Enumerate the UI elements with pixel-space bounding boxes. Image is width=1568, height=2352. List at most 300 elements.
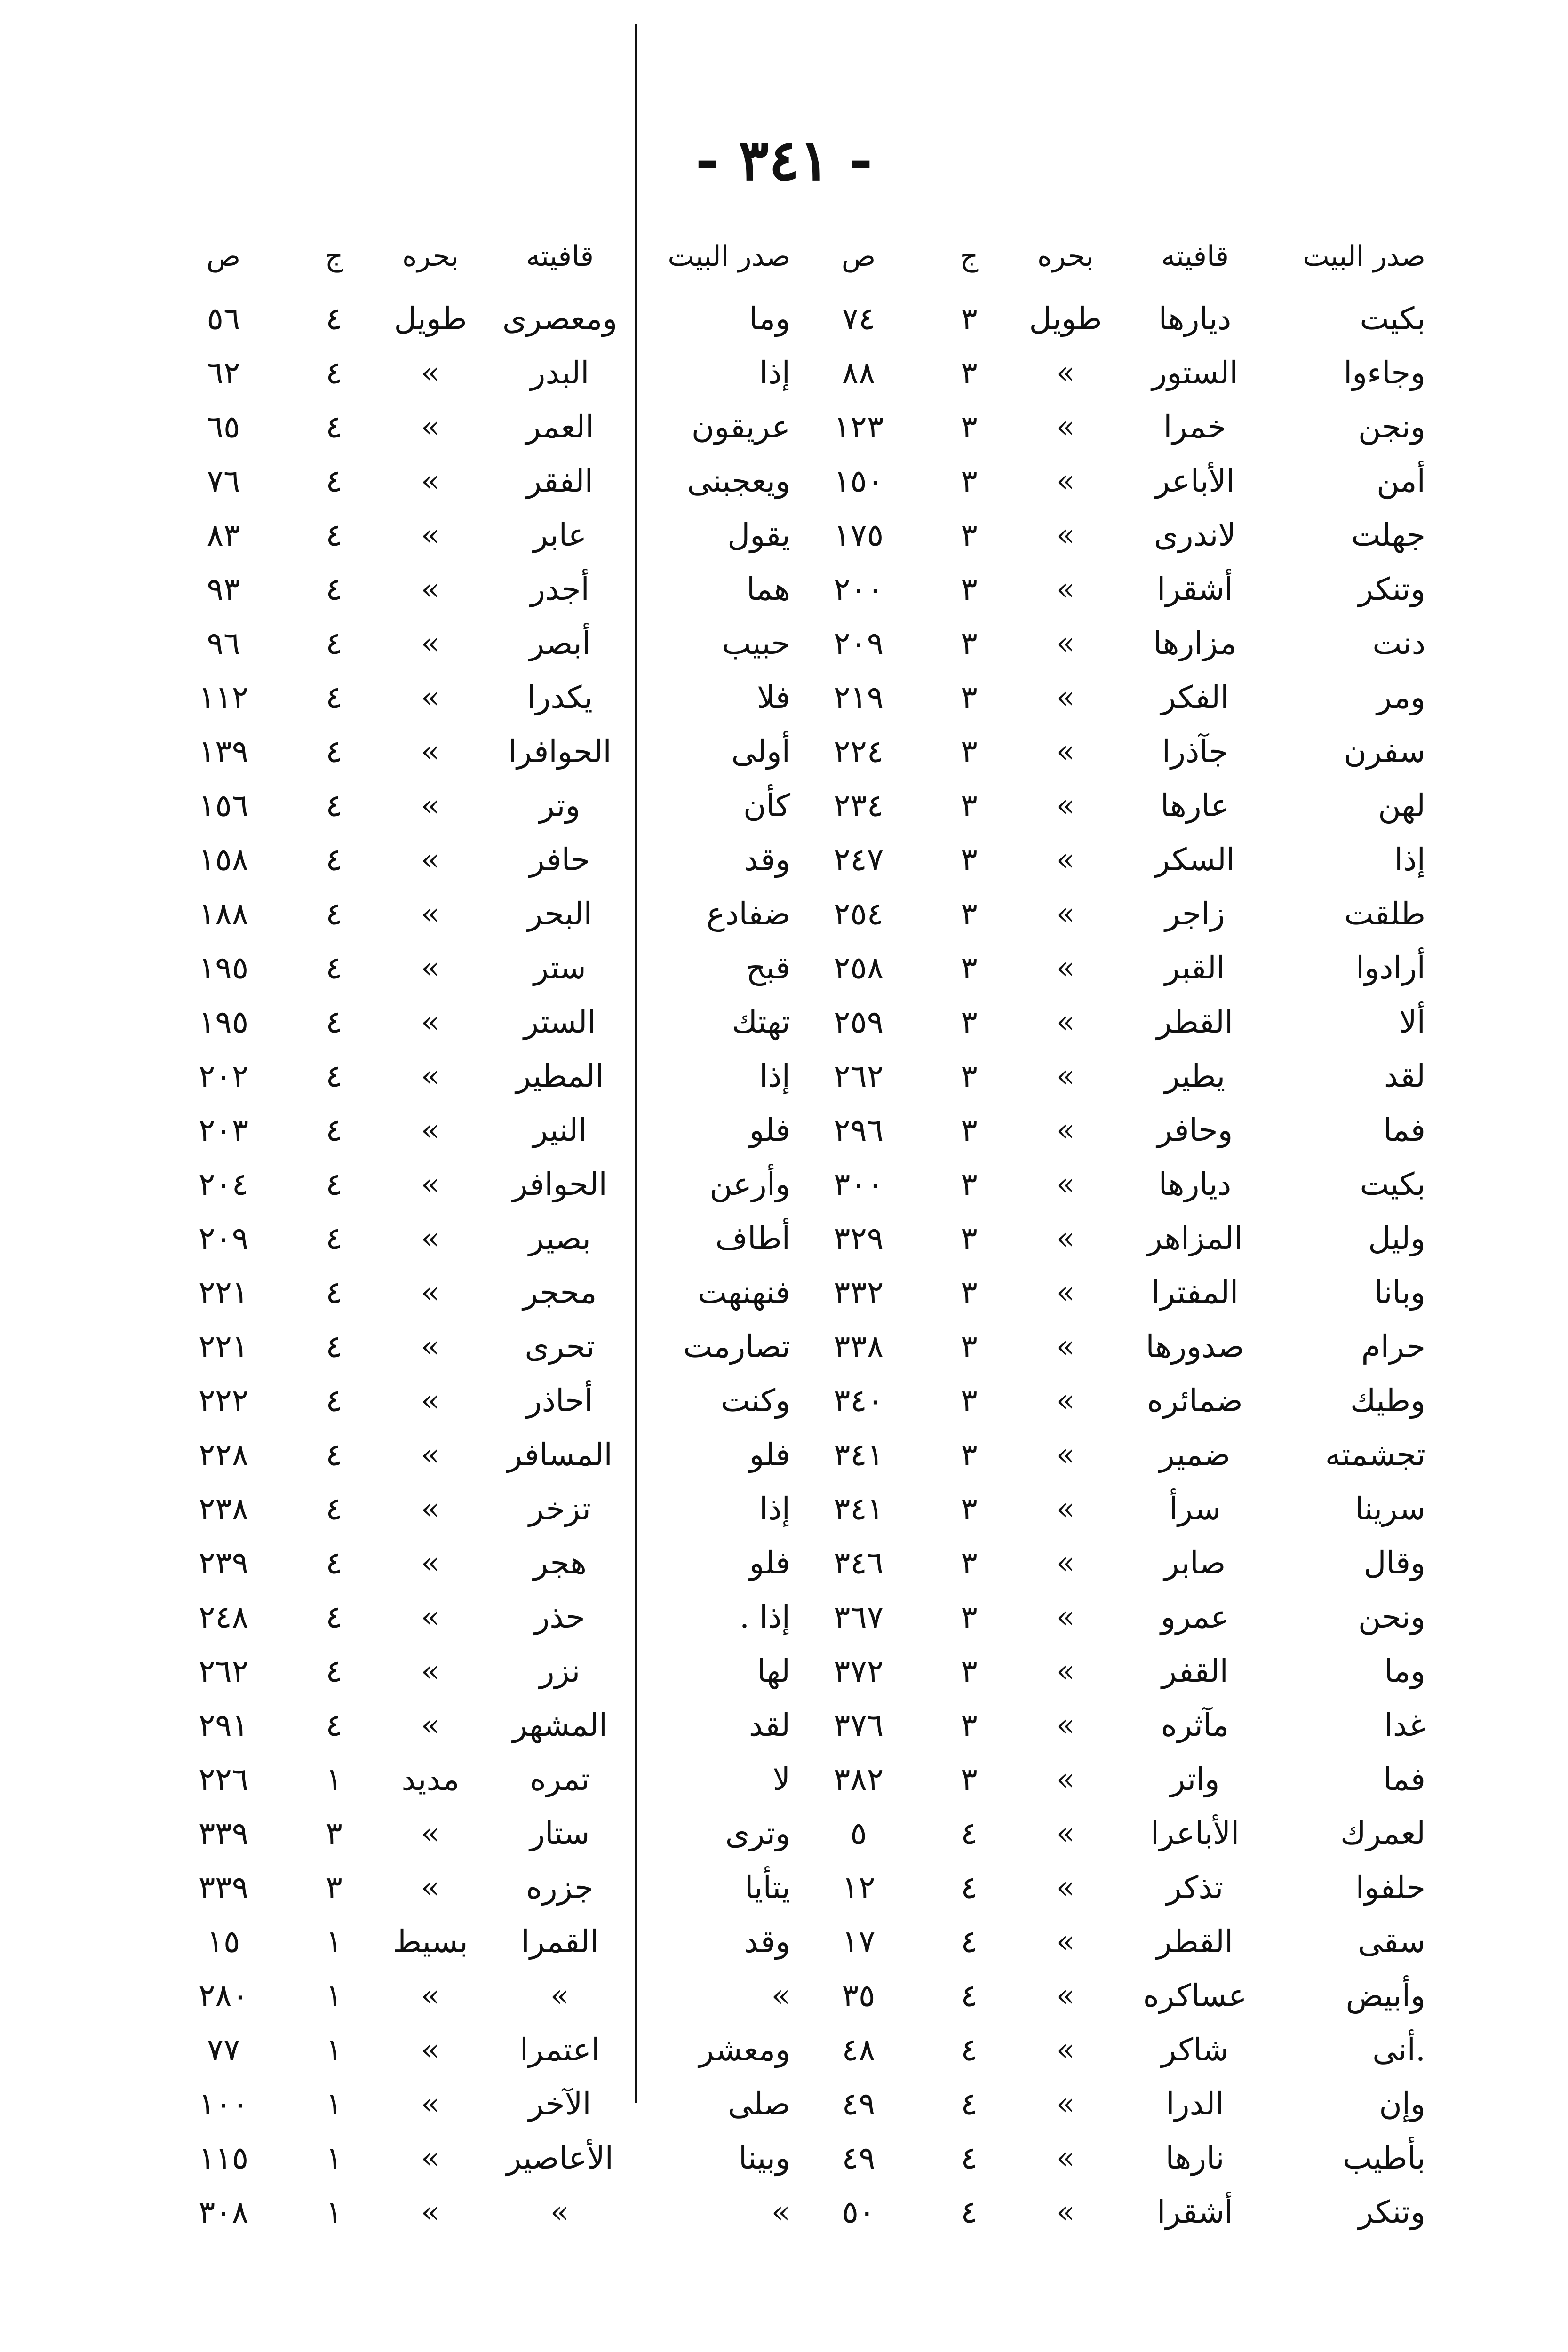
- meter-cell: مديد: [401, 1761, 460, 1797]
- volume-cell: ٣: [961, 787, 978, 824]
- header-row: [790, 221, 1425, 292]
- page-cell: ٢٠٩: [833, 625, 884, 661]
- verse-opening-cell: «: [771, 2194, 790, 2230]
- table-row: [155, 1969, 790, 2023]
- meter-cell: «: [1056, 1491, 1075, 1527]
- verse-opening-cell: «: [771, 1978, 790, 2014]
- table-row: [790, 1428, 1425, 1482]
- verse-opening-cell: تصارمت: [683, 1328, 790, 1365]
- verse-opening-cell: وقد: [744, 842, 790, 878]
- table-row: [155, 995, 790, 1049]
- meter-cell: «: [1056, 1815, 1075, 1851]
- table-row: [155, 562, 790, 616]
- rhyme-word-cell: أشقرا: [1157, 571, 1233, 607]
- table-row: [155, 1860, 790, 1915]
- page-number: - ٣٤١ -: [695, 127, 873, 193]
- table-row: [155, 1049, 790, 1103]
- table-row: [155, 2077, 790, 2131]
- rhyme-word-cell: المسافر: [507, 1437, 613, 1473]
- volume-cell: ٣: [961, 409, 978, 445]
- rhyme-word-cell: القبر: [1164, 950, 1226, 986]
- verse-opening-cell: فلا: [757, 679, 790, 715]
- volume-cell: ٤: [326, 1004, 342, 1040]
- verse-opening-cell: وما: [1384, 1653, 1425, 1689]
- page-cell: ٢٠٠: [833, 571, 884, 607]
- page-cell: ١٥٦: [198, 787, 249, 824]
- meter-cell: «: [1056, 2140, 1075, 2176]
- meter-cell: «: [421, 2086, 440, 2122]
- page-cell: ١٠٠: [198, 2086, 249, 2122]
- volume-cell: ٣: [961, 571, 978, 607]
- volume-cell: ٤: [326, 625, 342, 661]
- rhyme-word-cell: شاكر: [1161, 2032, 1229, 2068]
- rhyme-word-cell: النير: [533, 1112, 587, 1148]
- rhyme-word-cell: المشهر: [512, 1707, 608, 1743]
- volume-cell: ٤: [326, 1383, 342, 1419]
- rhyme-word-cell: اعتمرا: [519, 2032, 600, 2068]
- table-row: [155, 1590, 790, 1644]
- page-cell: ٣٧٦: [833, 1707, 884, 1743]
- rhyme-word-cell: عابر: [533, 517, 587, 553]
- right-column: [790, 221, 1425, 2300]
- meter-cell: «: [1056, 1923, 1075, 1960]
- meter-cell: «: [1056, 679, 1075, 715]
- rhyme-word-cell: القطر: [1156, 1004, 1234, 1040]
- volume-cell: ٤: [326, 842, 342, 878]
- verse-opening-cell: سقى: [1358, 1923, 1425, 1960]
- volume-cell: ٤: [326, 1058, 342, 1094]
- page-cell: ٩٣: [207, 571, 240, 607]
- volume-cell: ٣: [961, 463, 978, 499]
- verse-opening-cell: سفرن: [1344, 733, 1425, 770]
- volume-cell: ٤: [961, 2194, 978, 2230]
- meter-cell: «: [1056, 571, 1075, 607]
- verse-opening-cell: وتنكر: [1358, 571, 1425, 607]
- verse-opening-cell: حبيب: [722, 625, 790, 661]
- table-row: [155, 724, 790, 779]
- page-cell: ٢٤٨: [198, 1599, 249, 1635]
- rhyme-word-cell: البدر: [530, 355, 589, 391]
- volume-cell: ١: [326, 1978, 342, 2014]
- page-cell: ٢٣٤: [833, 787, 884, 824]
- rhyme-word-cell: أشقرا: [1157, 2194, 1233, 2230]
- meter-cell: «: [1056, 1545, 1075, 1581]
- header-bahr: بحره: [1037, 240, 1094, 273]
- verse-opening-cell: وترى: [725, 1815, 790, 1851]
- volume-cell: ٣: [961, 1437, 978, 1473]
- verse-opening-cell: وما: [749, 301, 790, 337]
- page-cell: ٨٨: [842, 355, 876, 391]
- page-cell: ١٣٩: [198, 733, 249, 770]
- volume-cell: ٤: [326, 1491, 342, 1527]
- volume-cell: ٤: [326, 571, 342, 607]
- rhyme-word-cell: وتر: [539, 787, 581, 824]
- volume-cell: ١: [326, 1923, 342, 1960]
- verse-opening-cell: صلى: [728, 2086, 790, 2122]
- rhyme-word-cell: يكدرا: [527, 679, 593, 715]
- rhyme-word-cell: البحر: [527, 896, 592, 932]
- table-row: [790, 1319, 1425, 1374]
- page-cell: ٢٠٢: [198, 1058, 249, 1094]
- rhyme-word-cell: هجر: [533, 1545, 587, 1581]
- table-row: [155, 454, 790, 508]
- meter-cell: «: [421, 463, 440, 499]
- verse-opening-cell: إذا: [759, 1058, 790, 1094]
- table-row: [790, 616, 1425, 670]
- verse-opening-cell: وطيك: [1350, 1383, 1425, 1419]
- meter-cell: «: [1056, 625, 1075, 661]
- table-row: [790, 1482, 1425, 1536]
- verse-opening-cell: بكيت: [1360, 1166, 1425, 1202]
- table-row: [790, 941, 1425, 995]
- table-row: [790, 995, 1425, 1049]
- table-row: [790, 1157, 1425, 1211]
- table-row: [155, 1915, 790, 1969]
- volume-cell: ٣: [961, 355, 978, 391]
- volume-cell: ٤: [326, 1545, 342, 1581]
- rhyme-word-cell: ستار: [530, 1815, 590, 1851]
- page-cell: ١٧٥: [833, 517, 884, 553]
- verse-opening-cell: هما: [746, 571, 790, 607]
- verse-opening-cell: ويعجبنى: [687, 463, 790, 499]
- rhyme-word-cell: وحافر: [1157, 1112, 1233, 1148]
- meter-cell: «: [421, 1653, 440, 1689]
- rhyme-word-cell: أجدر: [530, 571, 589, 607]
- table-row: [790, 1374, 1425, 1428]
- verse-opening-cell: وقال: [1363, 1545, 1425, 1581]
- meter-cell: «: [421, 355, 440, 391]
- meter-cell: «: [421, 1978, 440, 2014]
- table-row: [790, 454, 1425, 508]
- table-row: [155, 1374, 790, 1428]
- rhyme-word-cell: الدرا: [1166, 2086, 1224, 2122]
- meter-cell: بسيط: [393, 1923, 468, 1960]
- volume-cell: ٤: [326, 1220, 342, 1256]
- rhyme-word-cell: القمرا: [521, 1923, 599, 1960]
- volume-cell: ٣: [326, 1869, 342, 1906]
- table-row: [155, 1265, 790, 1319]
- volume-cell: ٤: [326, 517, 342, 553]
- meter-cell: «: [1056, 1328, 1075, 1365]
- verse-opening-cell: . إذا: [739, 1599, 790, 1635]
- meter-cell: «: [1056, 2194, 1075, 2230]
- table-row: [790, 562, 1425, 616]
- page-cell: ٢٤٧: [833, 842, 884, 878]
- meter-cell: «: [1056, 2086, 1075, 2122]
- rhyme-word-cell: «: [550, 2194, 570, 2230]
- page-cell: ٥٦: [207, 301, 240, 337]
- table-row: [155, 941, 790, 995]
- meter-cell: «: [421, 1328, 440, 1365]
- page-cell: ٢٢٨: [198, 1437, 249, 1473]
- rhyme-word-cell: نزر: [539, 1653, 581, 1689]
- volume-cell: ٤: [961, 2140, 978, 2176]
- volume-cell: ٤: [326, 1328, 342, 1365]
- rhyme-word-cell: عمرو: [1161, 1599, 1229, 1635]
- verse-opening-cell: إذا: [759, 1491, 790, 1527]
- page-cell: ٢٢٦: [198, 1761, 249, 1797]
- meter-cell: «: [1056, 1653, 1075, 1689]
- verse-opening-cell: وجاءوا: [1343, 355, 1425, 391]
- meter-cell: «: [421, 409, 440, 445]
- meter-cell: «: [421, 679, 440, 715]
- volume-cell: ١: [326, 2194, 342, 2230]
- page-cell: ١١٢: [198, 679, 249, 715]
- volume-cell: ٣: [961, 1004, 978, 1040]
- table-row: [155, 1644, 790, 1698]
- rhyme-word-cell: حذر: [534, 1599, 585, 1635]
- volume-cell: ٣: [961, 1653, 978, 1689]
- page-cell: ٤٩: [842, 2140, 876, 2176]
- page-cell: ٢٩١: [198, 1707, 249, 1743]
- meter-cell: «: [421, 1383, 440, 1419]
- page-cell: ١٧: [842, 1923, 876, 1960]
- meter-cell: «: [1056, 842, 1075, 878]
- verse-opening-cell: غدا: [1384, 1707, 1425, 1743]
- table-row: [790, 1698, 1425, 1752]
- meter-cell: «: [421, 1220, 440, 1256]
- rhyme-word-cell: سرأ: [1169, 1491, 1221, 1527]
- rhyme-word-cell: الحوافرا: [508, 733, 612, 770]
- meter-cell: «: [421, 1112, 440, 1148]
- table-row: [790, 292, 1425, 346]
- verse-opening-cell: فنهنهت: [697, 1274, 790, 1311]
- volume-cell: ٣: [961, 1166, 978, 1202]
- volume-cell: ٣: [961, 733, 978, 770]
- page-cell: ٦٥: [207, 409, 240, 445]
- rhyme-word-cell: يطير: [1164, 1058, 1226, 1094]
- verse-opening-cell: أولى: [731, 733, 790, 770]
- table-row: [155, 1428, 790, 1482]
- volume-cell: ٣: [961, 1274, 978, 1311]
- meter-cell: «: [1056, 1004, 1075, 1040]
- verse-opening-cell: فلو: [749, 1112, 790, 1148]
- verse-opening-cell: فما: [1383, 1761, 1425, 1797]
- meter-cell: «: [421, 787, 440, 824]
- page-cell: ١٥٨: [198, 842, 249, 878]
- meter-cell: «: [1056, 355, 1075, 391]
- verse-opening-cell: ألا: [1399, 1004, 1425, 1040]
- rhyme-word-cell: ديارها: [1158, 301, 1232, 337]
- page-cell: ٢٩٦: [833, 1112, 884, 1148]
- table-row: [155, 1752, 790, 1806]
- header-bahr: بحره: [402, 240, 459, 273]
- volume-cell: ٤: [326, 1653, 342, 1689]
- meter-cell: «: [421, 896, 440, 932]
- verse-opening-cell: ونجن: [1358, 409, 1425, 445]
- rhyme-word-cell: الفقر: [526, 463, 593, 499]
- verse-opening-cell: جهلت: [1351, 517, 1425, 553]
- rhyme-word-cell: الأباعرا: [1150, 1815, 1240, 1851]
- rhyme-word-cell: المزاهر: [1147, 1220, 1243, 1256]
- volume-cell: ٣: [961, 1761, 978, 1797]
- volume-cell: ٤: [326, 787, 342, 824]
- verse-opening-cell: سرينا: [1354, 1491, 1425, 1527]
- page-cell: ٢٠٣: [198, 1112, 249, 1148]
- page-cell: ٣٣٢: [833, 1274, 884, 1311]
- rhyme-word-cell: صابر: [1164, 1545, 1226, 1581]
- page-cell: ٥: [850, 1815, 867, 1851]
- verse-opening-cell: كأن: [743, 787, 790, 824]
- table-row: [790, 2131, 1425, 2185]
- volume-cell: ٤: [961, 1978, 978, 2014]
- page-cell: ٢٨٠: [198, 1978, 249, 2014]
- verse-opening-cell: وكنت: [720, 1383, 790, 1419]
- meter-cell: «: [421, 1869, 440, 1906]
- rhyme-word-cell: المفترا: [1151, 1274, 1239, 1311]
- verse-opening-cell: أنى.: [1372, 2032, 1425, 2068]
- table-row: [790, 1590, 1425, 1644]
- meter-cell: «: [421, 1599, 440, 1635]
- page-cell: ٢٢١: [198, 1328, 249, 1365]
- volume-cell: ٤: [326, 1274, 342, 1311]
- volume-cell: ٣: [961, 1383, 978, 1419]
- meter-cell: طويل: [394, 301, 467, 337]
- volume-cell: ٤: [326, 950, 342, 986]
- table-row: [790, 1860, 1425, 1915]
- table-row: [790, 2077, 1425, 2131]
- rhyme-word-cell: الأعاصير: [506, 2140, 613, 2176]
- verse-opening-cell: لها: [757, 1653, 790, 1689]
- verse-opening-cell: أطاف: [715, 1220, 790, 1256]
- table-row: [790, 1806, 1425, 1860]
- table-row: [155, 400, 790, 454]
- page-cell: ١٥٠: [833, 463, 884, 499]
- volume-cell: ٤: [326, 1599, 342, 1635]
- table-row: [790, 1103, 1425, 1157]
- header-s: ص: [841, 240, 876, 273]
- page-cell: ٣٣٩: [198, 1815, 249, 1851]
- volume-cell: ٤: [961, 1815, 978, 1851]
- volume-cell: ٣: [961, 1220, 978, 1256]
- rhyme-word-cell: تحرى: [525, 1328, 595, 1365]
- volume-cell: ٤: [326, 733, 342, 770]
- rhyme-word-cell: ومعصرى: [502, 301, 618, 337]
- table-row: [155, 1482, 790, 1536]
- verse-opening-cell: عريقون: [691, 409, 790, 445]
- meter-cell: «: [1056, 1112, 1075, 1148]
- rhyme-word-cell: تزخر: [529, 1491, 591, 1527]
- rhyme-word-cell: القفر: [1162, 1653, 1228, 1689]
- left-column: [155, 221, 790, 2300]
- verse-opening-cell: بأطيب: [1343, 2140, 1425, 2176]
- table-row: [790, 1752, 1425, 1806]
- rhyme-word-cell: العمر: [525, 409, 594, 445]
- page-cell: ٢٢٤: [833, 733, 884, 770]
- rhyme-word-cell: الأباعر: [1154, 463, 1235, 499]
- meter-cell: «: [1056, 463, 1075, 499]
- meter-cell: «: [421, 733, 440, 770]
- rhyme-word-cell: ضمائره: [1147, 1383, 1243, 1419]
- verse-opening-cell: أمن: [1377, 463, 1425, 499]
- meter-cell: «: [1056, 1166, 1075, 1202]
- page-cell: ٢٢١: [198, 1274, 249, 1311]
- verse-opening-cell: طلقت: [1344, 896, 1425, 932]
- page-cell: ٣٨٢: [833, 1761, 884, 1797]
- verse-opening-cell: يقول: [727, 517, 790, 553]
- volume-cell: ٤: [326, 355, 342, 391]
- page-cell: ٢٢٢: [198, 1383, 249, 1419]
- volume-cell: ١: [326, 2032, 342, 2068]
- volume-cell: ٤: [326, 896, 342, 932]
- volume-cell: ٣: [961, 896, 978, 932]
- table-row: [155, 2023, 790, 2077]
- page-cell: ٣٢٩: [833, 1220, 884, 1256]
- rhyme-word-cell: الفكر: [1161, 679, 1229, 715]
- verse-opening-cell: حرام: [1361, 1328, 1425, 1365]
- page-cell: ٢٥٨: [833, 950, 884, 986]
- table-row: [790, 833, 1425, 887]
- meter-cell: «: [1056, 1599, 1075, 1635]
- volume-cell: ٤: [326, 1112, 342, 1148]
- table-row: [155, 833, 790, 887]
- verse-opening-cell: لقد: [748, 1707, 790, 1743]
- verse-opening-cell: تجشمته: [1325, 1437, 1425, 1473]
- verse-opening-cell: تهتك: [732, 1004, 790, 1040]
- table-row: [155, 1157, 790, 1211]
- meter-cell: «: [421, 1491, 440, 1527]
- volume-cell: ٤: [326, 1166, 342, 1202]
- volume-cell: ٣: [961, 301, 978, 337]
- page-cell: ٢٥٩: [833, 1004, 884, 1040]
- volume-cell: ٣: [326, 1815, 342, 1851]
- meter-cell: «: [1056, 733, 1075, 770]
- rhyme-word-cell: الحوافر: [512, 1166, 607, 1202]
- meter-cell: «: [1056, 1274, 1075, 1311]
- verse-opening-cell: ضفادع: [706, 896, 790, 932]
- page-cell: ١٢٣: [833, 409, 884, 445]
- meter-cell: «: [421, 571, 440, 607]
- volume-cell: ٣: [961, 1599, 978, 1635]
- volume-cell: ٤: [326, 463, 342, 499]
- table-row: [790, 346, 1425, 400]
- table-row: [155, 2185, 790, 2239]
- volume-cell: ١: [326, 1761, 342, 1797]
- header-qafia: قافيته: [1161, 240, 1229, 273]
- meter-cell: «: [1056, 1058, 1075, 1094]
- meter-cell: «: [1056, 1220, 1075, 1256]
- page-cell: ٢٦٢: [833, 1058, 884, 1094]
- table-row: [155, 670, 790, 724]
- table-row: [155, 1536, 790, 1590]
- meter-cell: «: [421, 517, 440, 553]
- page-cell: ٢٠٤: [198, 1166, 249, 1202]
- verse-opening-cell: وليل: [1368, 1220, 1425, 1256]
- header-s: ص: [206, 240, 241, 273]
- table-row: [155, 616, 790, 670]
- volume-cell: ٤: [326, 301, 342, 337]
- rhyme-word-cell: بصير: [529, 1220, 591, 1256]
- table-row: [790, 779, 1425, 833]
- meter-cell: «: [421, 1274, 440, 1311]
- rhyme-word-cell: واتر: [1170, 1761, 1220, 1797]
- page-cell: ٣٤٠: [833, 1383, 884, 1419]
- rhyme-word-cell: عارها: [1160, 787, 1230, 824]
- header-j: ج: [325, 240, 343, 273]
- page-cell: ٣٠٠: [833, 1166, 884, 1202]
- verse-opening-cell: ونحن: [1358, 1599, 1425, 1635]
- volume-cell: ٤: [961, 2032, 978, 2068]
- verse-opening-cell: إذا: [759, 355, 790, 391]
- meter-cell: «: [1056, 896, 1075, 932]
- verse-opening-cell: ومر: [1377, 679, 1425, 715]
- page-cell: ٧٧: [207, 2032, 240, 2068]
- verse-opening-cell: لعمرك: [1340, 1815, 1425, 1851]
- volume-cell: ٤: [326, 1707, 342, 1743]
- verse-opening-cell: وأبيض: [1345, 1978, 1425, 2014]
- rhyme-word-cell: الستر: [524, 1004, 596, 1040]
- rhyme-word-cell: أحاذر: [526, 1383, 593, 1419]
